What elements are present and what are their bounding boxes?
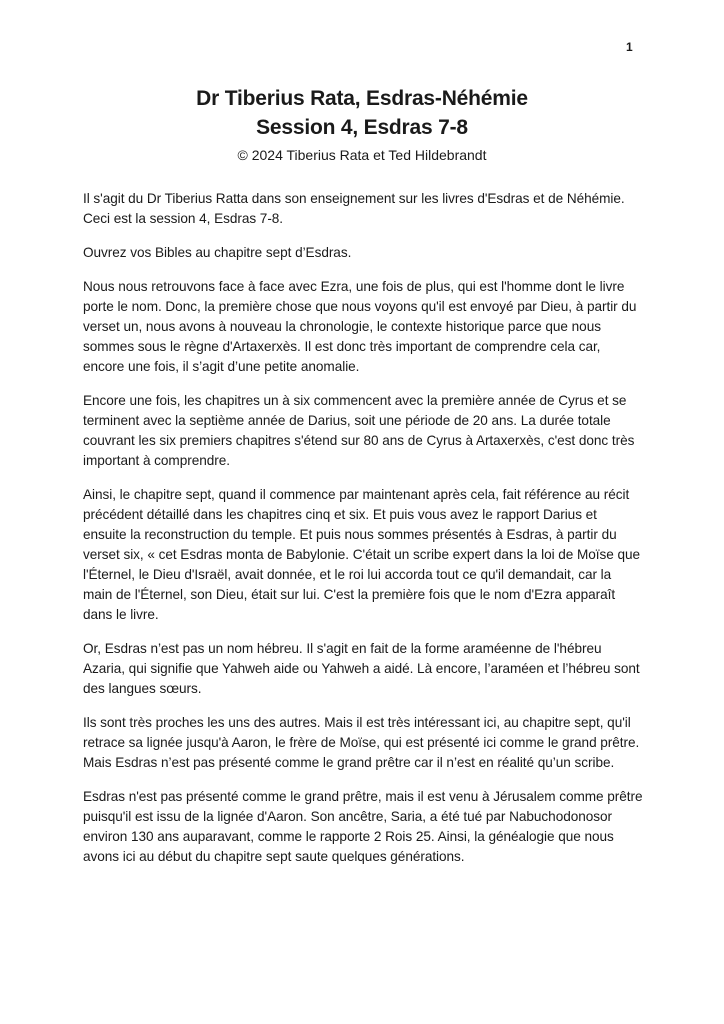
paragraph-name-origin: Or, Esdras n’est pas un nom hébreu. Il s'agit en fait de la forme araméenne de l'hébreu Azaria, qui signifie que Yahweh aide ou Yahweh a aidé. Là encore, l’araméen et l’hébreu sont des langues sœurs. (83, 641, 640, 696)
copyright-line: © 2024 Tiberius Rata et Ted Hildebrandt (237, 147, 487, 163)
paragraph-intro: Il s'agit du Dr Tiberius Ratta dans son enseignement sur les livres d'Esdras et de Néhémie. Ceci est la session 4, Esdras 7-8. (83, 191, 625, 226)
paragraph-chapter-seven-scribe: Ainsi, le chapitre sept, quand il commence par maintenant après cela, fait référence au récit précédent détaillé dans les chapitres cinq et six. Et puis vous avez le rapport Darius et ensuite la reconstruction du temple. Et puis nous sommes présentés à Esdras, à partir du verset six, « cet Esdras monta de Babylonie. C'était un scribe expert dans la loi de Moïse que l'Éternel, le Dieu d'Israël, avait donnée, et le roi lui accorda tout ce qu'il demandait, car la main de l'Éternel, son Dieu, était sur lui. C'est la première fois que le nom d'Ezra apparaît dans le livre. (83, 487, 641, 622)
paragraph-genealogy: Esdras n'est pas présenté comme le grand prêtre, mais il est venu à Jérusalem comme prêtre puisqu'il est issu de la lignée d'Aaron. Son ancêtre, Saria, a été tué par Nabuchodonosor environ 130 ans auparavant, comme le rapporte 2 Rois 25. Ainsi, la généalogie que nous avons ici au début du chapitre sept saute quelques générations. (83, 789, 643, 864)
paragraph-chapters-one-to-six: Encore une fois, les chapitres un à six commencent avec la première année de Cyrus et se terminent avec la septième année de Darius, soit une période de 20 ans. La durée totale couvrant les six premiers chapitres s'étend sur 80 ans de Cyrus à Artaxerxès, c'est donc très important à comprendre. (83, 393, 635, 468)
document-body (83, 189, 643, 867)
paragraph-lineage-aaron: Ils sont très proches les uns des autres. Mais il est très intéressant ici, au chapitre sept, qu'il retrace sa lignée jusqu'à Aaron, le frère de Moïse, qui est présenté ici comme le grand prêtre. Mais Esdras n’est pas présenté comme le grand prêtre car il n’est en réalité qu’un scribe. (83, 715, 640, 770)
paragraph-ezra-chronology: Nous nous retrouvons face à face avec Ezra, une fois de plus, qui est l'homme dont le livre porte le nom. Donc, la première chose que nous voyons qu'il est envoyé par Dieu, à partir du verset un, nous avons à nouveau la chronologie, le contexte historique parce que nous sommes sous le règne d'Artaxerxès. Il est donc très important de comprendre cela car, encore une fois, il s’agit d’une petite anomalie. (83, 279, 637, 374)
document-header (0, 0, 724, 165)
page-number: 1 (626, 40, 633, 54)
document-title-line2: Session 4, Esdras 7-8 (256, 116, 468, 139)
paragraph-open-bibles: Ouvrez vos Bibles au chapitre sept d’Esdras. (83, 245, 352, 260)
document-title-line1: Dr Tiberius Rata, Esdras-Néhémie (196, 87, 528, 110)
